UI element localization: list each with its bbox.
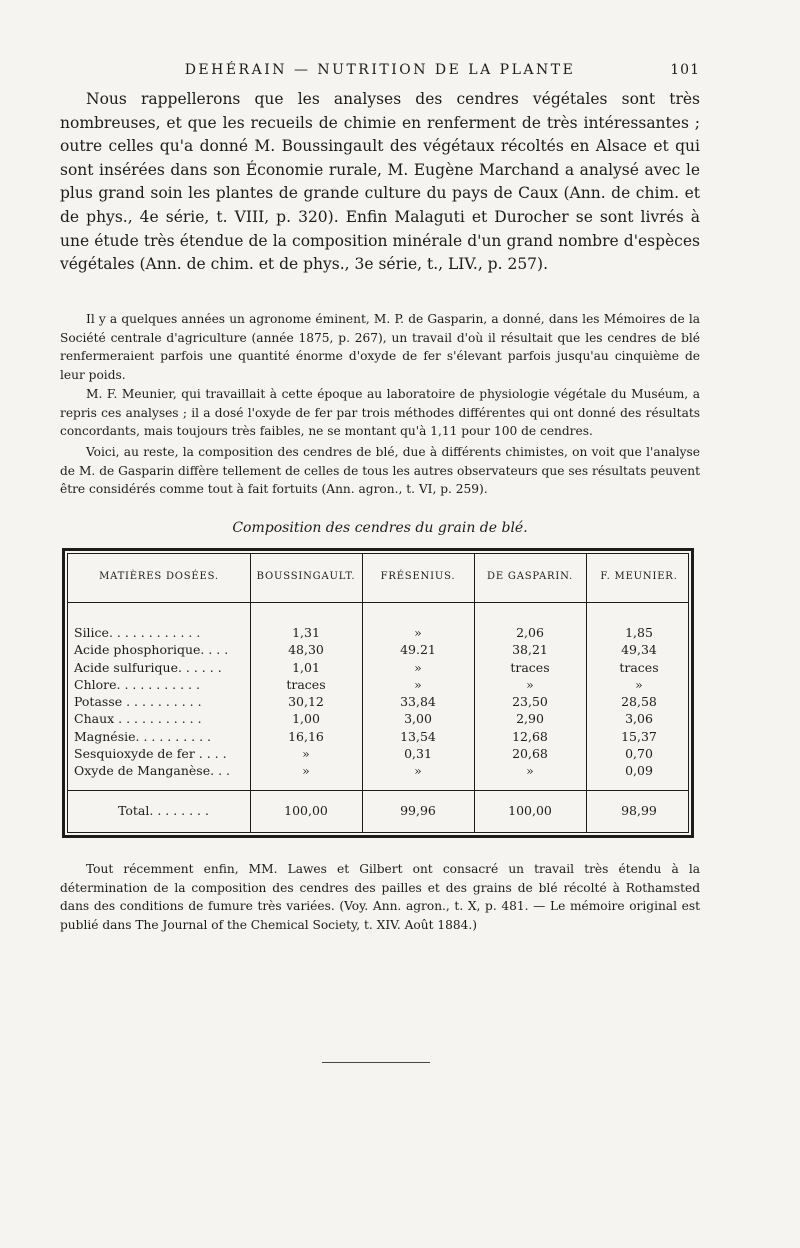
table-cell: » xyxy=(635,676,643,692)
paragraph-1: Nous rappellerons que les analyses des cendres végétales sont très nombreuses, et que les recueils de chimie en renferment de très intéressantes ; outre celles qu'a donné M. Boussingault des végétaux récoltés en Alsace et qui sont insérées dans son Économie rurale, M. Eugène Marchand a analysé avec le plus grand soin les plantes de grande culture du pays de Caux (Ann. de chim. et de phys., 4e série, t. VIII, p. 320). Enfin Malaguti et Durocher se sont livrés à une étude très étendue de la composition minérale d'un grand nombre d'espèces végétales (Ann. de chim. et de phys., 3e série, t., LIV., p. 257). xyxy=(60,90,700,274)
column-meunier xyxy=(586,624,692,780)
row-labels xyxy=(74,624,244,780)
table-cell: 12,68 xyxy=(512,728,548,744)
table-cell: » xyxy=(526,676,534,692)
table-cell: » xyxy=(414,676,422,692)
table-cell: 20,68 xyxy=(512,746,548,762)
total-meunier: 98,99 xyxy=(621,803,657,818)
running-header xyxy=(60,60,700,84)
page-number: 101 xyxy=(670,62,700,78)
paragraph-2: Il y a quelques années un agronome éminent, M. P. de Gasparin, a donné, dans les Mémoires de la Société centrale d'agriculture (année 1875, p. 267), un travail d'où il résultait que les cendres de blé renfermeraient parfois une quantité énorme d'oxyde de fer s'élevant parfois jusqu'au cinquième de leur poids. xyxy=(60,312,700,382)
table-cell: » xyxy=(526,763,534,779)
table-cell: 28,58 xyxy=(621,694,657,710)
table-cell: 3,06 xyxy=(625,711,653,727)
table-cell: 1,00 xyxy=(292,711,320,727)
table-cell: 16,16 xyxy=(288,728,324,744)
table-cell: » xyxy=(302,763,310,779)
table-cell: traces xyxy=(619,659,659,675)
table-row-label: Chaux . . . . . . . . . . . xyxy=(74,711,202,727)
table-cell: 30,12 xyxy=(288,694,324,710)
table-cell: 2,06 xyxy=(516,625,544,640)
table-cell: 13,54 xyxy=(400,728,436,744)
header-fresenius: FRÉSENIUS. xyxy=(380,571,456,582)
table-cell: » xyxy=(414,625,422,640)
table-cell: 2,90 xyxy=(516,711,544,727)
table-cell: » xyxy=(302,746,310,762)
column-fresenius xyxy=(362,624,474,780)
table-cell: 49,34 xyxy=(621,642,657,658)
table-cell: 1,01 xyxy=(292,659,320,675)
table-cell: traces xyxy=(510,659,550,675)
table-cell: traces xyxy=(286,676,326,692)
header-boussingault: BOUSSINGAULT. xyxy=(256,571,356,582)
table-row-label: Potasse . . . . . . . . . . xyxy=(74,694,202,710)
paragraph-3: M. F. Meunier, qui travaillait à cette époque au laboratoire de physiologie végétale du Muséum, a repris ces analyses ; il a dosé l'oxyde de fer par trois méthodes différentes qui ont donné des résultats concordants, mais toujours très faibles, ne se montant qu'à 1,11 pour 100 de cendres. xyxy=(60,387,700,439)
table-caption: Composition des cendres du grain de blé. xyxy=(232,520,528,536)
total-boussingault: 100,00 xyxy=(284,803,328,818)
table-cell: 33,84 xyxy=(400,694,436,710)
header-meunier: F. MEUNIER. xyxy=(600,571,678,582)
table-cell: 15,37 xyxy=(621,728,657,744)
composition-table xyxy=(62,548,694,838)
table-cell: » xyxy=(414,763,422,779)
total-gasparin: 100,00 xyxy=(508,803,552,818)
table-row-label: Sesquioxyde de fer . . . . xyxy=(74,746,227,762)
table-header-row xyxy=(68,554,688,603)
column-gasparin xyxy=(474,624,586,780)
table-row-label: Oxyde de Manganèse. . . xyxy=(74,763,230,779)
table-row-label: Silice. . . . . . . . . . . . xyxy=(74,625,201,640)
table-cell: 1,31 xyxy=(292,625,320,640)
table-row-label: Magnésie. . . . . . . . . . xyxy=(74,728,212,744)
table-cell: 0,31 xyxy=(404,746,432,762)
table-cell: 3,00 xyxy=(404,711,432,727)
header-gasparin: DE GASPARIN. xyxy=(487,571,573,582)
table-row-label: Acide sulfurique. . . . . . xyxy=(74,659,222,675)
table-cell: 38,21 xyxy=(512,642,548,658)
table-total-row xyxy=(68,790,688,839)
table-cell: » xyxy=(414,659,422,675)
total-label: Total. . . . . . . . xyxy=(118,803,209,818)
table-cell: 1,85 xyxy=(625,625,653,640)
table-cell: 0,70 xyxy=(625,746,653,762)
paragraph-4: Voici, au reste, la composition des cendres de blé, due à différents chimistes, on voit que l'analyse de M. de Gasparin diffère tellement de celles de tous les autres observateurs que ses résultats peuvent être considérés comme tout à fait fortuits (Ann. agron., t. VI, p. 259). xyxy=(60,445,700,497)
header-matieres: MATIÈRES DOSÉES. xyxy=(99,571,219,582)
paragraph-5: Tout récemment enfin, MM. Lawes et Gilbert ont consacré un travail très étendu à la détermination de la composition des cendres des pailles et des grains de blé récolté à Rothamsted dans des conditions de fumure très variées. (Voy. Ann. agron., t. X, p. 481. — Le mémoire original est publié dans The Journal of the Chemical Society, t. XIV. Août 1884.) xyxy=(60,862,700,932)
column-boussingault xyxy=(250,624,362,780)
table-cell: 49.21 xyxy=(400,642,436,658)
running-title: DEHÉRAIN — NUTRITION DE LA PLANTE xyxy=(184,62,576,78)
table-row-label: Acide phosphorique. . . . xyxy=(74,642,229,658)
section-rule xyxy=(322,1062,430,1063)
table-cell: 23,50 xyxy=(512,694,548,710)
table-cell: 0,09 xyxy=(625,763,653,779)
total-fresenius: 99,96 xyxy=(400,803,436,818)
table-cell: 48,30 xyxy=(288,642,324,658)
table-row-label: Chlore. . . . . . . . . . . xyxy=(74,676,200,692)
